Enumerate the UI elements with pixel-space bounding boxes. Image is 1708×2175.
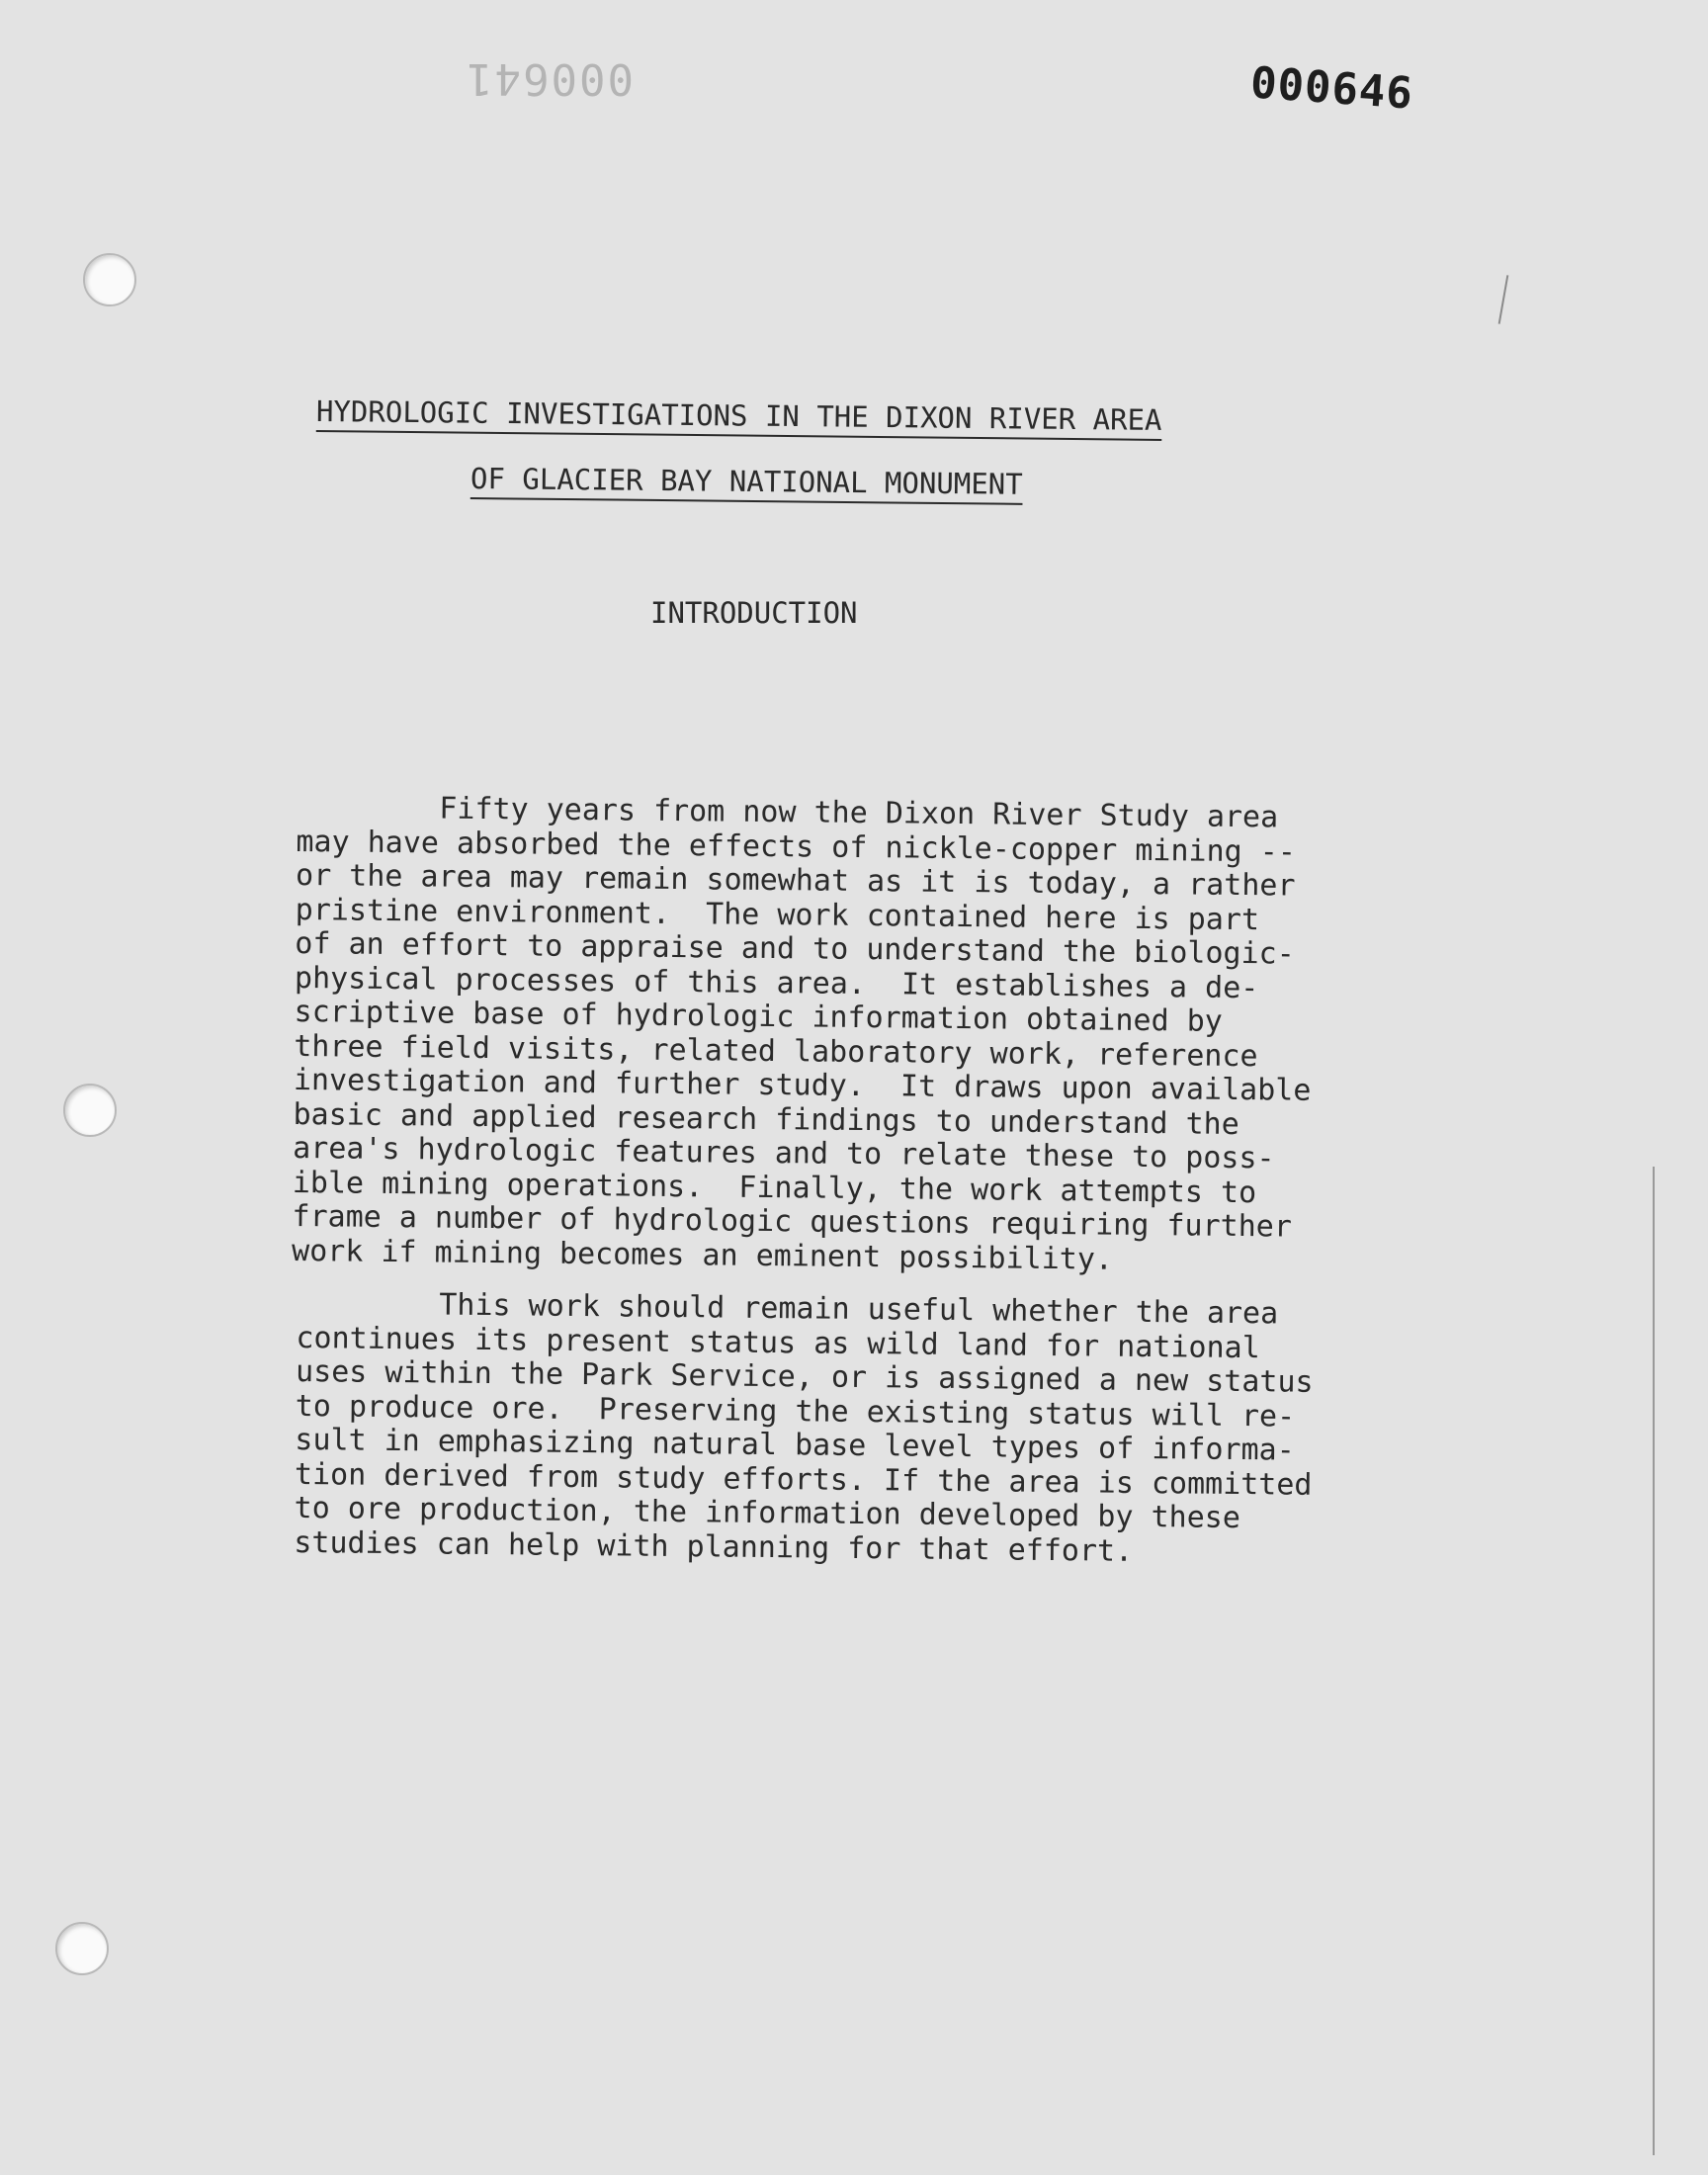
text-line: ible mining operations. Finally, the work attempts to bbox=[292, 1165, 1257, 1210]
text-line: tion derived from study efforts. If the area is committed bbox=[294, 1456, 1313, 1503]
text-line: pristine environment. The work contained here is part bbox=[295, 892, 1260, 937]
text-line: area's hydrologic features and to relate these to poss- bbox=[293, 1130, 1275, 1176]
text-line: investigation and further study. It draws upon available bbox=[293, 1062, 1312, 1108]
text-line: physical processes of this area. It establishes a de- bbox=[294, 960, 1259, 1005]
text-line: basic and applied research findings to understand the bbox=[293, 1096, 1239, 1142]
punch-hole-bottom bbox=[55, 1922, 109, 1975]
text-line: work if mining becomes an eminent possibility. bbox=[291, 1233, 1114, 1277]
text-line: or the area may remain somewhat as it is today, a rather bbox=[295, 857, 1296, 904]
text-line: studies can help with planning for that effort. bbox=[294, 1524, 1134, 1569]
page-edge-line bbox=[1653, 1167, 1655, 2155]
text-line: continues its present status as wild land for national bbox=[296, 1320, 1260, 1365]
faded-page-stamp: 000641 bbox=[465, 53, 634, 104]
punch-hole-middle bbox=[63, 1084, 117, 1137]
document-title-line-2: OF GLACIER BAY NATIONAL MONUMENT bbox=[470, 462, 1023, 501]
page-number-stamp: 000646 bbox=[1248, 57, 1415, 120]
punch-hole-top bbox=[83, 253, 136, 306]
pen-mark bbox=[1498, 275, 1509, 324]
text-line: uses within the Park Service, or is assigned a new status bbox=[295, 1353, 1314, 1400]
paragraph-2 bbox=[294, 1287, 1463, 1572]
text-line: to ore production, the information developed by these bbox=[294, 1490, 1241, 1536]
section-heading: INTRODUCTION bbox=[650, 596, 858, 630]
text-line: scriptive base of hydrologic information obtained by bbox=[294, 994, 1223, 1039]
text-line: sult in emphasizing natural base level types of informa- bbox=[295, 1422, 1295, 1468]
text-line: three field visits, related laboratory work, reference bbox=[294, 1028, 1258, 1074]
paragraph-1 bbox=[292, 791, 1463, 1280]
text-line: to produce ore. Preserving the existing status will re- bbox=[295, 1388, 1296, 1435]
text-line: Fifty years from now the Dixon River Study area bbox=[296, 790, 1279, 835]
text-line: may have absorbed the effects of nickle-copper mining -- bbox=[296, 824, 1297, 870]
text-line: This work should remain useful whether the area bbox=[296, 1286, 1279, 1332]
document-title-line-1: HYDROLOGIC INVESTIGATIONS IN THE DIXON RIVER AREA bbox=[315, 394, 1162, 437]
text-line: frame a number of hydrologic questions requiring further bbox=[292, 1198, 1293, 1245]
text-line: of an effort to appraise and to understand the biologic- bbox=[295, 925, 1295, 972]
